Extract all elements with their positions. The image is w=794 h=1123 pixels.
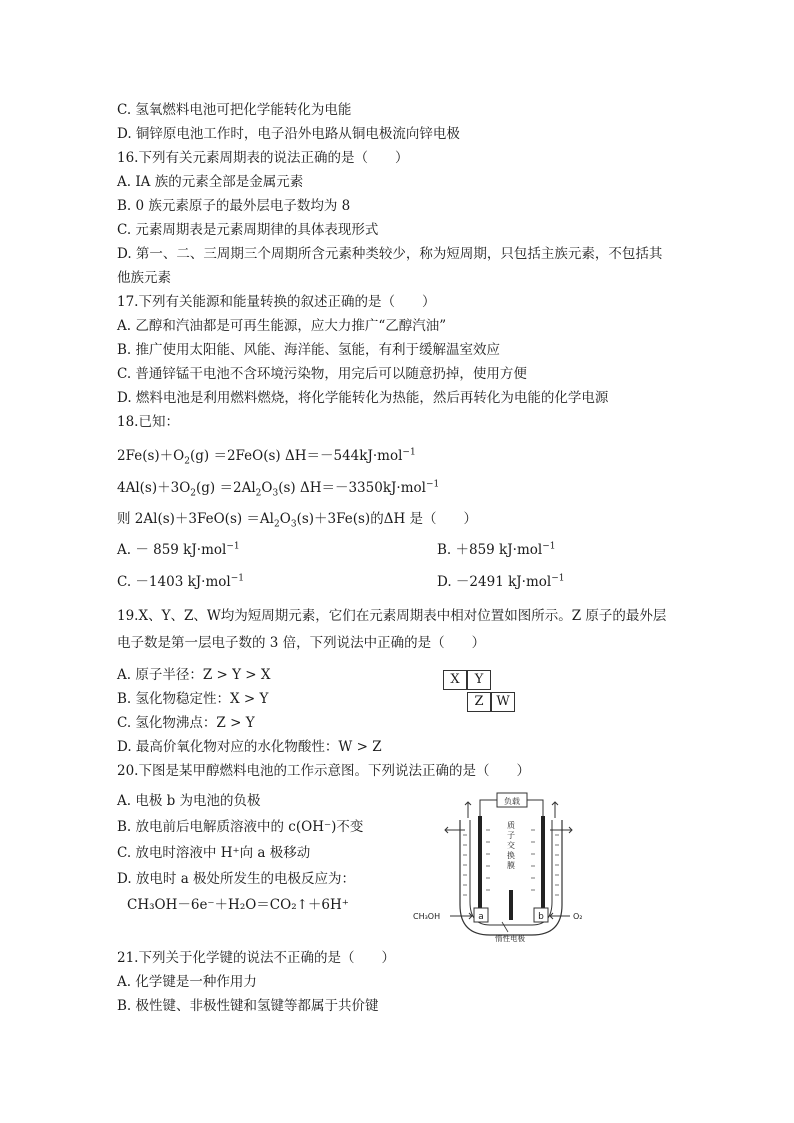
q16-option-c: C. 元素周期表是元素周期律的具体表现形式: [117, 222, 379, 238]
pt-cell-w: W: [491, 692, 515, 712]
svg-text:膜: 膜: [507, 861, 515, 870]
q15-option-d: D. 铜锌原电池工作时，电子沿外电路从铜电极流向锌电极: [117, 126, 460, 142]
q17-option-c: C. 普通锌锰干电池不含环境污染物，用完后可以随意扔掉，使用方便: [117, 366, 527, 382]
q18-stem: 18.已知：: [117, 414, 179, 430]
q20-option-b: B. 放电前后电解质溶液中的 c(OH⁻)不变: [117, 819, 364, 835]
q19-stem-line1: 19.X、Y、Z、W均为短周期元素，它们在元素周期表中相对位置如图所示。Z 原子的最外层: [117, 608, 667, 624]
electrode-a-label: a: [478, 912, 484, 922]
q18-option-b: B. ＋859 kJ·mol$^{-1}$: [437, 541, 556, 558]
q18-option-c: C. －1403 kJ·mol$^{-1}$: [117, 573, 244, 590]
svg-text:子: 子: [507, 831, 515, 840]
svg-text:换: 换: [507, 851, 515, 860]
q18-equation-1: $2Fe(s)+O_2(g) =2FeO(s)$ ΔH＝－544kJ·mol$^{-1}$: [117, 447, 416, 467]
oxygen-inlet-label: O₂: [573, 912, 583, 921]
q19-option-c: C. 氢化物沸点：Z > Y: [117, 715, 255, 731]
q17-option-a: A. 乙醇和汽油都是可再生能源，应大力推广“乙醇汽油”: [117, 318, 447, 334]
q20-option-d: D. 放电时 a 极处所发生的电极反应为：: [117, 871, 356, 887]
q17-option-d: D. 燃料电池是利用燃料燃烧，将化学能转化为热能，然后再转化为电能的化学电源: [117, 390, 609, 406]
q19-option-d: D. 最高价氧化物对应的水化物酸性：W > Z: [117, 739, 382, 755]
q18-question: 则 $2Al(s)+3FeO(s) =Al_2O_3(s)+3Fe(s)$的ΔH 是（ ）: [117, 511, 478, 530]
q20-option-c: C. 放电时溶液中 H⁺向 a 极移动: [117, 845, 311, 861]
proton-exchange-membrane: [509, 890, 513, 920]
q21-stem: 21.下列关于化学键的说法不正确的是（ ）: [117, 950, 395, 966]
q16-option-b: B. 0 族元素原子的最外层电子数均为 8: [117, 198, 351, 214]
q16-option-a: A. IA 族的元素全部是金属元素: [117, 174, 304, 190]
pt-cell-z: Z: [467, 692, 491, 712]
q20-electrode-equation: CH₃OH－6e⁻＋H₂O＝CO₂↑＋6H⁺: [127, 897, 349, 913]
inert-electrode-label: 惰性电极: [495, 934, 525, 943]
svg-text:交: 交: [507, 841, 515, 850]
svg-text:质: 质: [507, 821, 515, 830]
q18-option-a: A. － 859 kJ·mol$^{-1}$: [117, 541, 240, 558]
electrode-b-label: b: [538, 912, 544, 922]
q19-option-b: B. 氢化物稳定性：X > Y: [117, 691, 269, 707]
membrane-label: [507, 820, 515, 870]
q20-option-a: A. 电极 b 为电池的负极: [117, 793, 261, 809]
pt-cell-x: X: [443, 670, 467, 690]
q21-option-a: A. 化学键是一种作用力: [117, 974, 257, 990]
methanol-inlet-label: CH₃OH: [413, 912, 441, 921]
q16-option-d-line1: D. 第一、二、三周期三个周期所含元素种类较少，称为短周期，只包括主族元素，不包括其: [117, 246, 663, 262]
q15-option-c: C. 氢氧燃料电池可把化学能转化为电能: [117, 102, 352, 118]
electrode-rod-a: [478, 816, 482, 916]
load-label: 负载: [504, 797, 520, 806]
q19-stem-line2: 电子数是第一层电子数的 3 倍，下列说法中正确的是（ ）: [117, 635, 486, 651]
q19-option-a: A. 原子半径：Z > Y > X: [117, 667, 271, 683]
q21-option-b: B. 极性键、非极性键和氢键等都属于共价键: [117, 998, 379, 1014]
q18-equation-2: $4Al(s)+3O_2(g) =2Al_2O_3(s)$ ΔH＝－3350kJ·mol$^{-1}$: [117, 479, 440, 499]
electrode-rod-b: [541, 816, 545, 916]
q20-stem: 20.下图是某甲醇燃料电池的工作示意图。下列说法正确的是（ ）: [117, 763, 530, 779]
q18-option-d: D. －2491 kJ·mol$^{-1}$: [437, 573, 565, 590]
fuel-cell-diagram: [410, 790, 610, 945]
q17-option-b: B. 推广使用太阳能、风能、海洋能、氢能，有利于缓解温室效应: [117, 342, 501, 358]
pt-cell-y: Y: [467, 670, 491, 690]
q16-stem: 16.下列有关元素周期表的说法正确的是（ ）: [117, 150, 409, 166]
q17-stem: 17.下列有关能源和能量转换的叙述正确的是（ ）: [117, 294, 436, 310]
q16-option-d-line2: 他族元素: [117, 270, 171, 286]
